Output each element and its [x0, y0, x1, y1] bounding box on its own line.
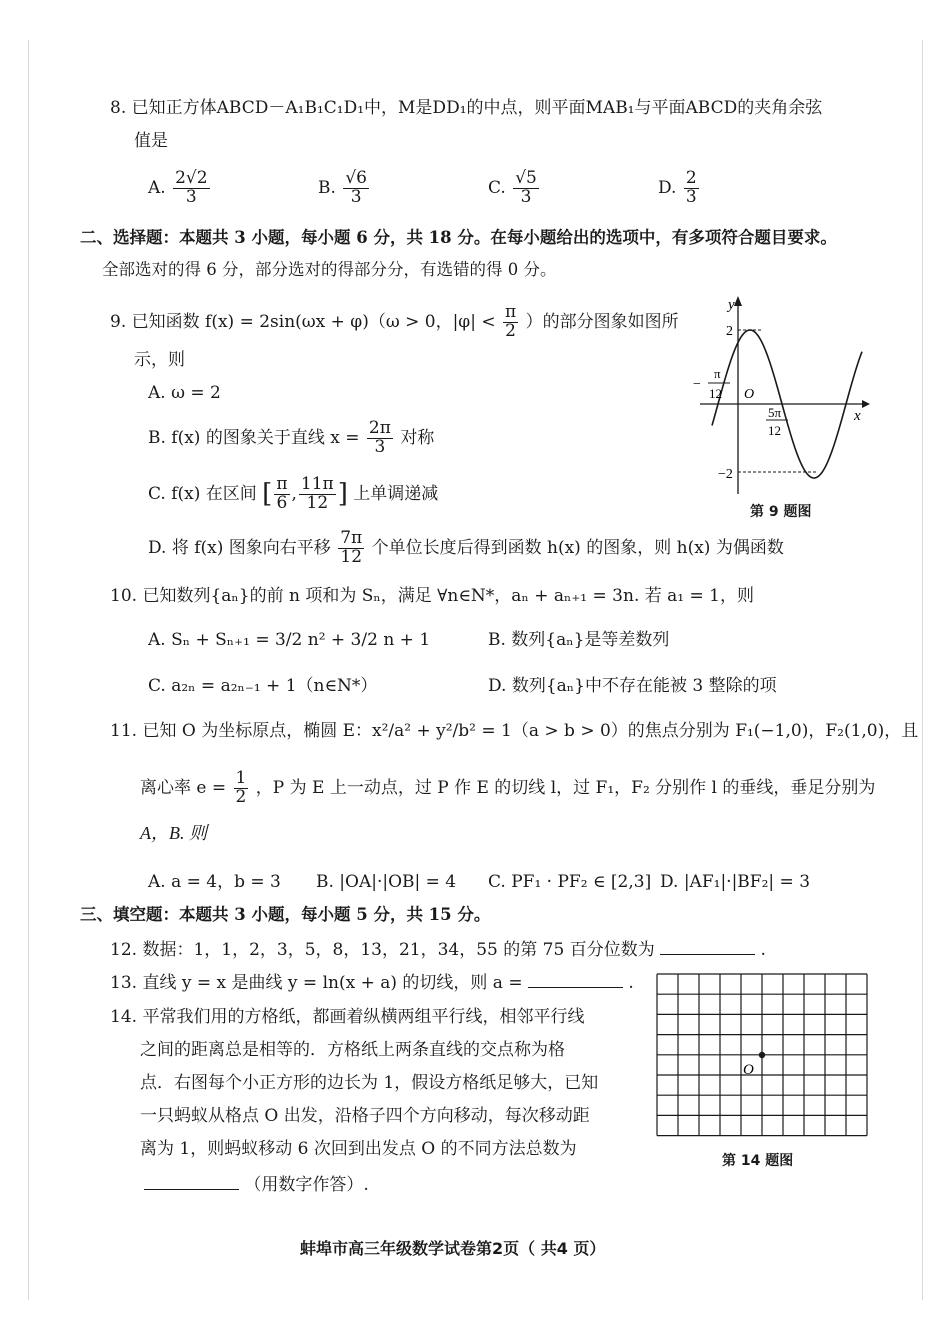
q9-option-b-frac [367, 420, 393, 457]
q10-stem: 已知数列{aₙ}的前 n 项和为 Sₙ，满足 ∀n∈N*，aₙ + aₙ₊₁ = 3n. 若 a₁ = 1，则 [142, 586, 754, 606]
q9-option-a: A. ω = 2 [148, 383, 221, 403]
q14-text-line: 离为 1，则蚂蚁移动 6 次回到出发点 O 的不同方法总数为 [140, 1139, 577, 1159]
q9-stem-end: ）的部分图象如图所 [525, 311, 679, 332]
q9-figure-caption: 第 9 题图 [750, 504, 812, 520]
q9-stem: 已知函数 f(x) = 2sin(ωx + φ)（ω > 0，|φ| < [131, 311, 496, 332]
frac-den: 3 [520, 186, 532, 207]
q8-option-c [488, 170, 541, 207]
frac-num: 2π [368, 418, 391, 438]
q9-stem-cont: 示，则 [134, 350, 185, 370]
frac-den: 2 [505, 320, 516, 341]
q12-stem: 数据：1，1，2，3，5，8，13，21，34，55 的第 75 百分位数为 [142, 940, 655, 960]
q9-stem-frac [503, 304, 518, 341]
frac-den: 12 [306, 492, 329, 513]
q10-option-d: D. 数列{aₙ}中不存在能被 3 整除的项 [488, 676, 777, 696]
q11-line2 [140, 770, 875, 807]
q8-option-b-label: B. [318, 177, 336, 198]
frac-num: 1 [235, 768, 247, 788]
frac-num: 7π [340, 528, 363, 548]
q11-option-b: B. |OA|·|OB| = 4 [316, 872, 457, 892]
q14-grid-figure [655, 972, 870, 1147]
frac-den: 2 [235, 786, 247, 807]
q8-option-b-frac [343, 170, 369, 207]
q10-line1 [110, 586, 754, 606]
q10-option-c: C. a₂ₙ = a₂ₙ₋₁ + 1（n∈N*） [148, 676, 378, 696]
q9-option-d [148, 530, 784, 567]
q12-number: 12. [110, 940, 138, 960]
ymax-label: 2 [726, 324, 733, 339]
q9-option-c-end: 上单调递减 [353, 483, 439, 504]
q9-option-b-end: 对称 [400, 427, 435, 448]
q9-line1 [110, 304, 679, 341]
q8-option-d [658, 170, 701, 207]
q8-option-a-frac [173, 170, 209, 207]
right-tick-num: 5π [768, 405, 782, 420]
q13-line [110, 973, 634, 993]
q14-figure-caption: 第 14 题图 [722, 1153, 794, 1169]
x-axis-arrow [862, 400, 870, 408]
grid-origin-label: O [743, 1062, 754, 1078]
q13-answer-blank[interactable] [528, 973, 623, 988]
left-tick-num: π [714, 366, 721, 381]
q9-option-c-frac-a [274, 476, 289, 513]
q9-option-b [148, 420, 434, 457]
q8-option-b [318, 170, 371, 207]
scan-edge-left [28, 40, 29, 1300]
section2-instructions: 全部选对的得 6 分，部分选对的得部分分，有选错的得 0 分。 [102, 260, 557, 279]
right-bracket: ] [337, 478, 348, 509]
frac-den: 6 [276, 492, 288, 513]
frac-num: √6 [345, 168, 367, 188]
page-footer: 蚌埠市高三年级数学试卷第2页（ 共4 页） [300, 1239, 606, 1258]
frac-num: 11π [300, 474, 334, 494]
left-bracket: [ [262, 478, 273, 509]
q8-option-c-frac [513, 170, 539, 207]
q8-stem: 已知正方体ABCD－A₁B₁C₁D₁中，M是DD₁的中点，则平面MAB₁与平面ABCD的夹角余弦 [131, 98, 823, 118]
q14-text-line: 之间的距离总是相等的．方格纸上两条直线的交点称为格 [140, 1040, 565, 1060]
q9-option-b-text: B. f(x) 的图象关于直线 x = [148, 427, 360, 448]
q14-text-line: 点．右图每个小正方形的边长为 1，假设方格纸足够大，已知 [140, 1073, 599, 1093]
q12-end: . [760, 940, 766, 960]
q9-option-d-frac [338, 530, 364, 567]
section2-heading: 二、选择题：本题共 3 小题，每小题 6 分，共 18 分。在每小题给出的选项中，有多项符合题目要求。 [80, 228, 837, 247]
frac-num: √5 [515, 168, 537, 188]
q11-number: 11. [110, 721, 138, 741]
q11-option-a: A. a = 4，b = 3 [148, 872, 281, 892]
q10-number: 10. [110, 586, 138, 606]
right-tick-den: 12 [768, 423, 781, 438]
q14-tail [144, 1175, 369, 1195]
origin-label: O [744, 387, 755, 402]
scan-edge-right [922, 40, 923, 1300]
frac-num: 2 [685, 168, 697, 188]
q11-stem3: A，B. 则 [140, 823, 207, 843]
q8-option-a-label: A. [148, 177, 166, 198]
q13-stem: 直线 y = x 是曲线 y = ln(x + a) 的切线，则 a = [142, 973, 523, 993]
q9-option-d-text: D. 将 f(x) 图象向右平移 [148, 537, 331, 558]
q9-figure [690, 292, 880, 502]
left-tick-sign: − [693, 377, 701, 392]
q8-stem-cont: 值是 [134, 131, 168, 151]
q8-option-a [148, 170, 212, 207]
q13-end: . [628, 973, 634, 993]
q13-number: 13. [110, 973, 138, 993]
q14-text-line: 一只蚂蚁从格点 O 出发，沿格子四个方向移动，每次移动距 [140, 1106, 590, 1126]
q9-option-c-text: C. f(x) 在区间 [148, 483, 257, 504]
q9-option-d-end: 个单位长度后得到函数 h(x) 的图象，则 h(x) 为偶函数 [371, 537, 784, 558]
q11-stem: 已知 O 为坐标原点，椭圆 E：x²/a² + y²/b² = 1（a > b > 0）的焦点分别为 F₁(−1,0)，F₂(1,0)，且 [142, 721, 919, 741]
q9-option-c: C. f(x) 在区间 [ $\frac{\pi}{6}$ , $\frac{11\pi}{12}$ ] 上单调递减 [148, 474, 439, 513]
q8-option-d-frac [684, 170, 699, 207]
q11-stem2-end: ，P 为 E 上一动点，过 P 作 E 的切线 l，过 F₁，F₂ 分别作 l 的垂线，垂足分别为 [255, 777, 876, 798]
frac-den: 3 [350, 186, 362, 207]
frac-num: 2√2 [175, 168, 208, 188]
frac-den: 3 [685, 186, 697, 207]
q14-answer-blank[interactable] [144, 1175, 239, 1190]
q8-line1 [110, 98, 822, 118]
q8-number: 8. [110, 98, 127, 118]
q12-line [110, 940, 766, 960]
q14-text-line: 平常我们用的方格纸，都画着纵横两组平行线，相邻平行线 [142, 1007, 585, 1027]
q12-answer-blank[interactable] [660, 940, 755, 955]
q11-option-c: C. PF₁ · PF₂ ∈ [2,3] [488, 872, 652, 892]
frac-num: π [504, 302, 517, 322]
section3-heading: 三、填空题：本题共 3 小题，每小题 5 分，共 15 分。 [80, 905, 491, 924]
frac-den: 12 [340, 546, 363, 567]
q10-option-b: B. 数列{aₙ}是等差数列 [488, 630, 670, 650]
frac-den: 3 [374, 436, 386, 457]
q14-tail-text: （用数字作答）. [244, 1175, 369, 1195]
x-axis-label: x [854, 408, 861, 424]
q14-number: 14. [110, 1007, 138, 1027]
origin-point [759, 1052, 765, 1058]
q9-number: 9. [110, 311, 127, 332]
q14-line1 [110, 1007, 584, 1027]
q11-line1 [110, 721, 918, 741]
q9-option-c-frac-b [299, 476, 336, 513]
q10-option-a: A. Sₙ + Sₙ₊₁ = 3/2 n² + 3/2 n + 1 [148, 630, 431, 650]
y-axis-label: y [728, 297, 735, 313]
q8-option-d-label: D. [658, 177, 677, 198]
left-tick-den: 12 [709, 386, 722, 401]
frac-num: π [276, 474, 288, 494]
frac-den: 3 [185, 186, 197, 207]
q11-stem2-text: 离心率 e = [140, 777, 227, 798]
q11-eccentricity-frac [234, 770, 249, 807]
y-axis-arrow [734, 296, 742, 306]
q11-option-d: D. |AF₁|·|BF₂| = 3 [660, 872, 811, 892]
ymin-label: −2 [718, 467, 733, 482]
q8-option-c-label: C. [488, 177, 506, 198]
